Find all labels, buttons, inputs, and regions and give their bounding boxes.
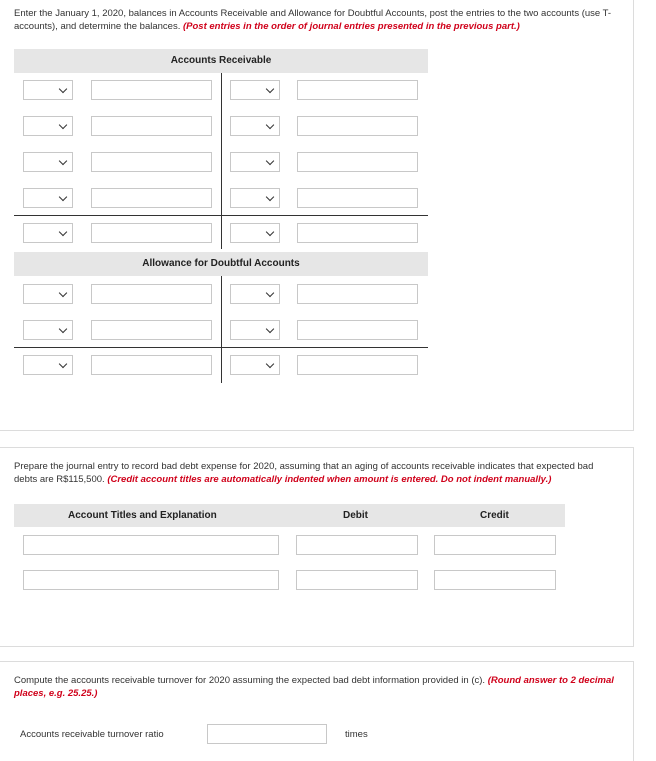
chevron-down-icon bbox=[59, 325, 67, 333]
credit-amount-input[interactable] bbox=[297, 152, 418, 172]
debit-amount-input[interactable] bbox=[91, 152, 212, 172]
credit-account-select[interactable] bbox=[230, 284, 280, 304]
credit-amount-input[interactable] bbox=[434, 570, 556, 590]
credit-account-select[interactable] bbox=[230, 223, 280, 243]
chevron-down-icon bbox=[59, 289, 67, 297]
chevron-down-icon bbox=[59, 85, 67, 93]
debit-account-select[interactable] bbox=[23, 188, 73, 208]
chevron-down-icon bbox=[266, 193, 274, 201]
credit-column-header: Credit bbox=[480, 510, 509, 521]
debit-amount-input[interactable] bbox=[91, 116, 212, 136]
debit-account-select[interactable] bbox=[23, 223, 73, 243]
chevron-down-icon bbox=[59, 157, 67, 165]
debit-amount-input[interactable] bbox=[91, 188, 212, 208]
chevron-down-icon bbox=[59, 360, 67, 368]
times-unit-label: times bbox=[345, 729, 368, 740]
debit-account-select[interactable] bbox=[23, 284, 73, 304]
accounts-receivable-title: Accounts Receivable bbox=[14, 49, 428, 73]
credit-amount-input[interactable] bbox=[297, 188, 418, 208]
debit-amount-input[interactable] bbox=[296, 570, 418, 590]
chevron-down-icon bbox=[59, 228, 67, 236]
debit-account-select[interactable] bbox=[23, 116, 73, 136]
debit-account-select[interactable] bbox=[23, 320, 73, 340]
credit-amount-input[interactable] bbox=[297, 284, 418, 304]
t-accounts-instructions: Enter the January 1, 2020, balances in Accounts Receivable and Allowance for Doubtful Accounts, post the entries to the two accounts (use T-accounts), and determine the balances. (Post entries in the order of journal entries presented in the previous part.) bbox=[14, 8, 612, 32]
credit-account-select[interactable] bbox=[230, 152, 280, 172]
chevron-down-icon bbox=[266, 289, 274, 297]
credit-account-select[interactable] bbox=[230, 80, 280, 100]
credit-account-select[interactable] bbox=[230, 116, 280, 136]
journal-entry-instructions: Prepare the journal entry to record bad debt expense for 2020, assuming that an aging of accounts receivable indicates that expected bad debts are R$115,500. (Credit account titles are automatically indented when amount is entered. Do not indent manually.) bbox=[14, 461, 594, 485]
credit-amount-input[interactable] bbox=[297, 80, 418, 100]
debit-amount-input[interactable] bbox=[91, 355, 212, 375]
credit-amount-input[interactable] bbox=[297, 223, 418, 243]
credit-amount-input[interactable] bbox=[434, 535, 556, 555]
debit-column-header: Debit bbox=[343, 510, 368, 521]
t-account-total-line bbox=[14, 347, 428, 348]
debit-amount-input[interactable] bbox=[296, 535, 418, 555]
credit-amount-input[interactable] bbox=[297, 320, 418, 340]
credit-amount-input[interactable] bbox=[297, 116, 418, 136]
debit-account-select[interactable] bbox=[23, 355, 73, 375]
allowance-title: Allowance for Doubtful Accounts bbox=[14, 252, 428, 276]
t-account-divider bbox=[221, 73, 222, 249]
credit-account-select[interactable] bbox=[230, 355, 280, 375]
debit-account-select[interactable] bbox=[23, 80, 73, 100]
debit-amount-input[interactable] bbox=[91, 80, 212, 100]
account-title-input[interactable] bbox=[23, 570, 279, 590]
journal-table-header bbox=[14, 504, 565, 527]
t-account-total-line bbox=[14, 215, 428, 216]
chevron-down-icon bbox=[266, 85, 274, 93]
t-account-divider bbox=[221, 276, 222, 383]
debit-amount-input[interactable] bbox=[91, 320, 212, 340]
chevron-down-icon bbox=[266, 228, 274, 236]
chevron-down-icon bbox=[266, 121, 274, 129]
account-title-input[interactable] bbox=[23, 535, 279, 555]
debit-amount-input[interactable] bbox=[91, 284, 212, 304]
debit-account-select[interactable] bbox=[23, 152, 73, 172]
chevron-down-icon bbox=[266, 157, 274, 165]
turnover-ratio-label: Accounts receivable turnover ratio bbox=[20, 729, 164, 740]
chevron-down-icon bbox=[59, 121, 67, 129]
chevron-down-icon bbox=[266, 325, 274, 333]
debit-amount-input[interactable] bbox=[91, 223, 212, 243]
credit-amount-input[interactable] bbox=[297, 355, 418, 375]
credit-account-select[interactable] bbox=[230, 320, 280, 340]
turnover-ratio-input[interactable] bbox=[207, 724, 327, 744]
account-titles-column-header: Account Titles and Explanation bbox=[68, 510, 217, 521]
credit-account-select[interactable] bbox=[230, 188, 280, 208]
chevron-down-icon bbox=[266, 360, 274, 368]
chevron-down-icon bbox=[59, 193, 67, 201]
turnover-instructions: Compute the accounts receivable turnover for 2020 assuming the expected bad debt information provided in (c). (Round answer to 2 decimal places, e.g. 25.25.) bbox=[14, 675, 614, 699]
